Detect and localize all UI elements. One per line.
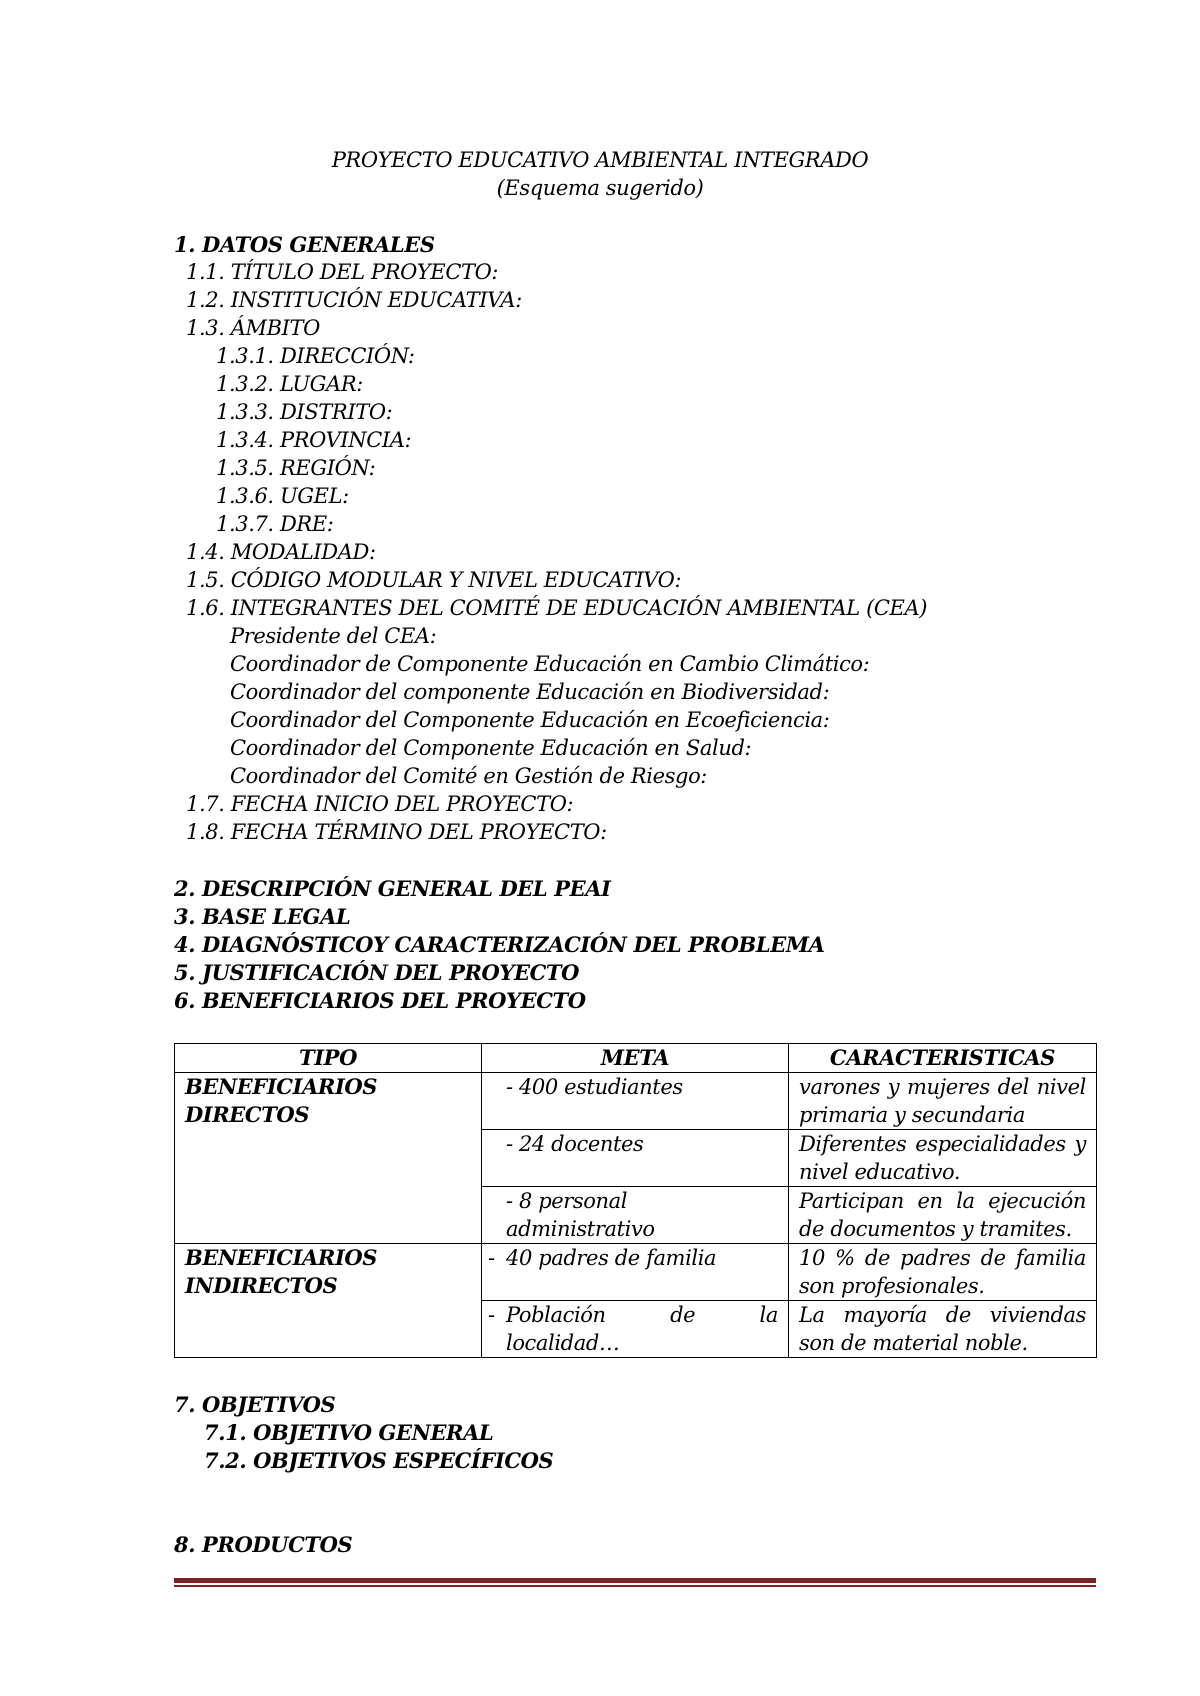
table-header-meta: META — [482, 1044, 789, 1073]
table-header-tipo: TIPO — [175, 1044, 482, 1073]
meta-cell: - 8 personal administrativo — [482, 1187, 789, 1244]
meta-text: Población de la localidad… — [506, 1303, 778, 1355]
item-1-3-6: 1.3.6. UGEL: — [216, 484, 349, 508]
table-row — [175, 1073, 1097, 1130]
item-1-3: 1.3. ÁMBITO — [186, 316, 320, 340]
section-2-heading: 2. DESCRIPCIÓN GENERAL DEL PEAI — [174, 876, 611, 901]
item-7-1: 7.1. OBJETIVO GENERAL — [204, 1420, 494, 1445]
item-1-3-2: 1.3.2. LUGAR: — [216, 372, 363, 396]
section-3-heading: 3. BASE LEGAL — [174, 904, 351, 929]
item-1-5: 1.5. CÓDIGO MODULAR Y NIVEL EDUCATIVO: — [186, 568, 682, 592]
meta-cell: - 24 docentes — [482, 1130, 789, 1187]
tipo-indirectos: BENEFICIARIOS INDIRECTOS — [175, 1244, 482, 1358]
meta-text: 40 padres de familia — [506, 1246, 717, 1270]
section-6-heading: 6. BENEFICIARIOS DEL PROYECTO — [174, 988, 586, 1013]
table-header-caracteristicas: CARACTERISTICAS — [789, 1044, 1097, 1073]
item-1-4: 1.4. MODALIDAD: — [186, 540, 376, 564]
item-1-8: 1.8. FECHA TÉRMINO DEL PROYECTO: — [186, 820, 607, 844]
item-1-3-5: 1.3.5. REGIÓN: — [216, 456, 376, 480]
beneficiaries-table — [174, 1043, 1097, 1358]
item-1-3-4: 1.3.4. PROVINCIA: — [216, 428, 412, 452]
cea-coord-ecoeficiencia: Coordinador del Componente Educación en Ecoeficiencia: — [230, 708, 830, 732]
item-1-1: 1.1. TÍTULO DEL PROYECTO: — [186, 260, 499, 284]
item-1-3-7: 1.3.7. DRE: — [216, 512, 334, 536]
meta-cell — [482, 1301, 789, 1358]
cea-coord-biodiversidad: Coordinador del componente Educación en Biodiversidad: — [230, 680, 830, 704]
meta-cell: - 400 estudiantes — [482, 1073, 789, 1130]
caracteristicas-cell: La mayoría de viviendas son de material noble. — [789, 1301, 1097, 1358]
meta-cell — [482, 1244, 789, 1301]
footer-rule-thin — [174, 1585, 1096, 1587]
cea-coord-cambio-climatico: Coordinador de Componente Educación en Cambio Climático: — [230, 652, 870, 676]
section-4-heading: 4. DIAGNÓSTICOY CARACTERIZACIÓN DEL PROBLEMA — [174, 932, 825, 957]
section-5-heading: 5. JUSTIFICACIÓN DEL PROYECTO — [174, 960, 580, 985]
item-1-6: 1.6. INTEGRANTES DEL COMITÉ DE EDUCACIÓN AMBIENTAL (CEA) — [186, 596, 928, 620]
cea-coord-riesgo: Coordinador del Comité en Gestión de Riesgo: — [230, 764, 707, 788]
document-subtitle: (Esquema sugerido) — [496, 176, 704, 200]
item-1-3-1: 1.3.1. DIRECCIÓN: — [216, 344, 415, 368]
caracteristicas-cell: Participan en la ejecución de documentos y tramites. — [789, 1187, 1097, 1244]
item-7-2: 7.2. OBJETIVOS ESPECÍFICOS — [204, 1448, 554, 1473]
item-1-3-3: 1.3.3. DISTRITO: — [216, 400, 393, 424]
section-1-heading: 1. DATOS GENERALES — [174, 232, 435, 257]
caracteristicas-cell: Diferentes especialidades y nivel educativo. — [789, 1130, 1097, 1187]
cea-coord-salud: Coordinador del Componente Educación en Salud: — [230, 736, 752, 760]
dash-marker: - — [488, 1303, 495, 1327]
tipo-directos: BENEFICIARIOS DIRECTOS — [175, 1073, 482, 1244]
table-row — [175, 1244, 1097, 1301]
section-8-heading: 8. PRODUCTOS — [174, 1532, 353, 1557]
footer-rule — [174, 1578, 1096, 1583]
table-header-row — [175, 1044, 1097, 1073]
item-1-7: 1.7. FECHA INICIO DEL PROYECTO: — [186, 792, 574, 816]
caracteristicas-cell: 10 % de padres de familia son profesionales. — [789, 1244, 1097, 1301]
dash-marker: - — [488, 1246, 495, 1270]
cea-president: Presidente del CEA: — [230, 624, 437, 648]
caracteristicas-cell: varones y mujeres del nivel primaria y secundaria — [789, 1073, 1097, 1130]
item-1-2: 1.2. INSTITUCIÓN EDUCATIVA: — [186, 288, 522, 312]
document-title: PROYECTO EDUCATIVO AMBIENTAL INTEGRADO — [331, 148, 869, 172]
section-7-heading: 7. OBJETIVOS — [174, 1392, 336, 1417]
